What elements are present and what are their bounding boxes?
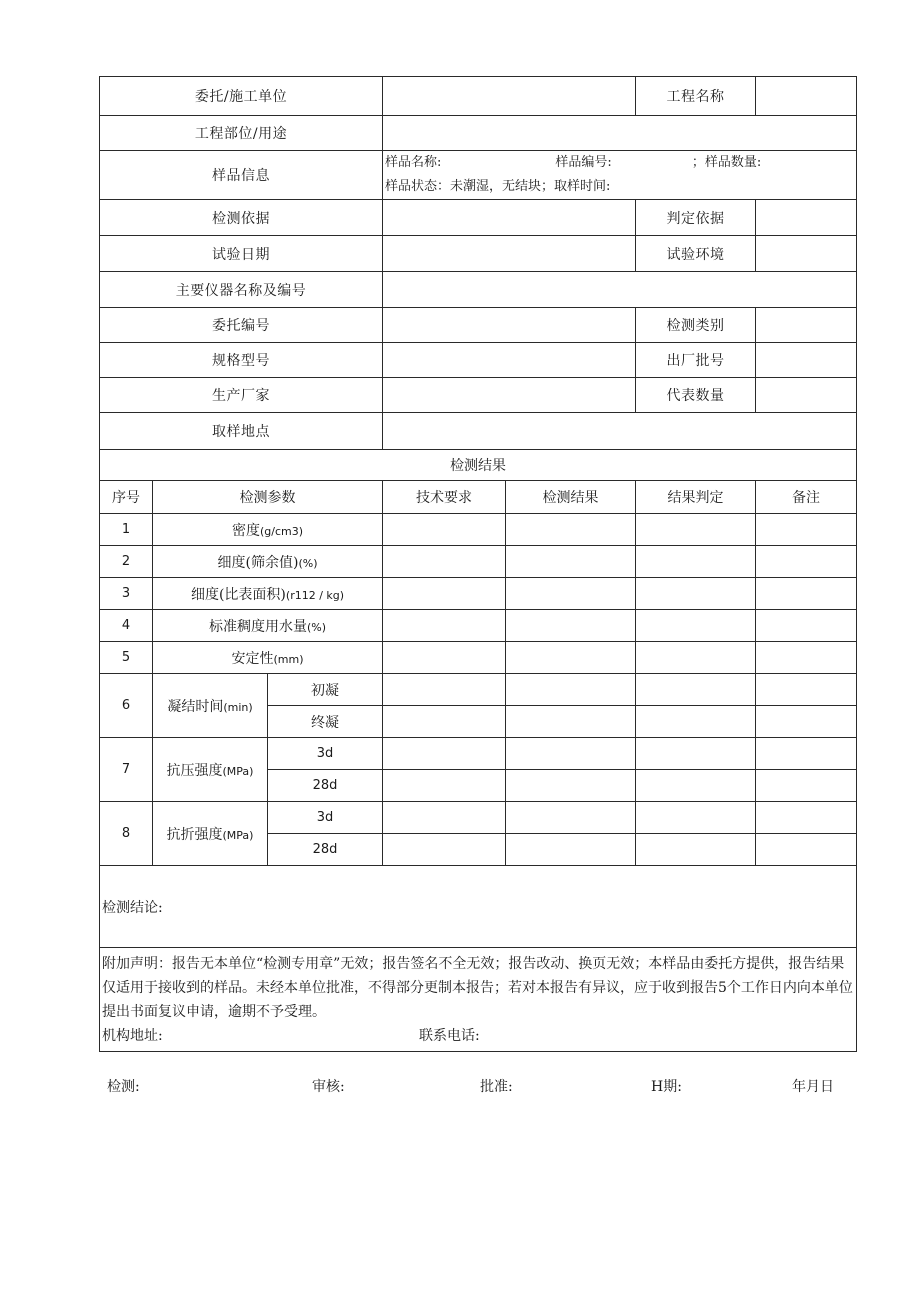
sample-no-label: 样品编号:: [555, 155, 612, 170]
test-category-label: 检测类别: [636, 308, 756, 343]
param-name: 标准稠度用水量: [208, 618, 307, 635]
sampling-site-label: 取样地点: [100, 413, 383, 450]
row-no: 2: [100, 546, 153, 578]
col-header-remark: 备注: [756, 481, 857, 514]
result-cell[interactable]: [506, 802, 636, 834]
row-project-part: [100, 116, 857, 151]
param-cell: [153, 578, 383, 610]
row-no: 3: [100, 578, 153, 610]
remark-cell[interactable]: [756, 546, 857, 578]
project-part-value[interactable]: [383, 116, 857, 151]
judgment-cell[interactable]: [636, 706, 756, 738]
test-basis-value[interactable]: [383, 200, 636, 236]
row-no: 5: [100, 642, 153, 674]
client-value[interactable]: [383, 77, 636, 116]
judgment-cell[interactable]: [636, 738, 756, 770]
sub-param-cell: 28d: [268, 834, 383, 866]
param-name: 抗折强度: [166, 826, 223, 843]
table-row: [100, 514, 857, 546]
requirement-cell[interactable]: [383, 706, 506, 738]
requirement-cell[interactable]: [383, 802, 506, 834]
batch-no-value[interactable]: [756, 343, 857, 378]
row-basis: [100, 200, 857, 236]
spec-model-value[interactable]: [383, 343, 636, 378]
batch-no-label: 出厂批号: [636, 343, 756, 378]
table-row: [100, 610, 857, 642]
sample-info-line-2: 样品状态：未潮湿，无结块；取样时间:: [385, 179, 611, 194]
tester-label: 检测:: [107, 1079, 140, 1095]
row-no: 7: [100, 738, 153, 802]
sampling-site-value[interactable]: [383, 413, 857, 450]
results-title: 检测结果: [100, 450, 857, 481]
judgment-cell[interactable]: [636, 578, 756, 610]
row-sample-info: [100, 151, 857, 200]
test-category-value[interactable]: [756, 308, 857, 343]
date-label: H期:: [651, 1079, 682, 1095]
param-name: 安定性: [231, 650, 274, 667]
param-cell: [153, 642, 383, 674]
param-unit: (MPa): [222, 764, 254, 778]
param-cell: [153, 738, 268, 802]
requirement-cell[interactable]: [383, 514, 506, 546]
requirement-cell[interactable]: [383, 546, 506, 578]
remark-cell[interactable]: [756, 578, 857, 610]
additional-statement: 附加声明：报告无本单位“检测专用章”无效；报告签名不全无效；报告改动、换页无效；本样品由委托方提供，报告结果仅适用于接收到的样品。未经本单位批准，不得部分更制本报告；若对本报告有异议，应于收到报告5个工作日内向本单位提出书面复议申请，逾期不予受理。: [102, 956, 853, 1020]
param-unit: (min): [223, 700, 253, 714]
param-cell: [153, 802, 268, 866]
judgment-cell[interactable]: [636, 770, 756, 802]
rep-qty-value[interactable]: [756, 378, 857, 413]
statement-cell: [100, 948, 857, 1052]
param-unit: (r112 / kg): [285, 588, 345, 602]
row-no: 4: [100, 610, 153, 642]
contact-row: [102, 1024, 854, 1048]
signature-footer: [0, 1076, 920, 1100]
remark-cell[interactable]: [756, 514, 857, 546]
table-row: [100, 802, 857, 834]
param-name: 细度(筛余值): [217, 554, 299, 571]
judgment-basis-label: 判定依据: [636, 200, 756, 236]
remark-cell[interactable]: [756, 802, 857, 834]
manufacturer-label: 生产厂家: [100, 378, 383, 413]
table-row: [100, 674, 857, 706]
sub-param-cell: 3d: [268, 738, 383, 770]
table-row: [100, 546, 857, 578]
requirement-cell[interactable]: [383, 770, 506, 802]
remark-cell[interactable]: [756, 770, 857, 802]
row-sampling-site: [100, 413, 857, 450]
row-no: 8: [100, 802, 153, 866]
remark-cell[interactable]: [756, 642, 857, 674]
result-cell[interactable]: [506, 706, 636, 738]
sub-param-cell: 终凝: [268, 706, 383, 738]
result-cell[interactable]: [506, 674, 636, 706]
test-date-value[interactable]: [383, 236, 636, 272]
result-cell[interactable]: [506, 514, 636, 546]
param-unit: (%): [298, 556, 318, 570]
report-sheet: [99, 76, 856, 1052]
requirement-cell[interactable]: [383, 674, 506, 706]
result-cell[interactable]: [506, 546, 636, 578]
judgment-cell[interactable]: [636, 834, 756, 866]
row-commission: [100, 308, 857, 343]
commission-no-value[interactable]: [383, 308, 636, 343]
param-cell: [153, 514, 383, 546]
judgment-cell[interactable]: [636, 514, 756, 546]
judgment-basis-value[interactable]: [756, 200, 857, 236]
param-unit: (mm): [273, 652, 304, 666]
test-date-label: 试验日期: [100, 236, 383, 272]
sample-info-line-1: [385, 151, 856, 175]
judgment-cell[interactable]: [636, 610, 756, 642]
table-row: [100, 578, 857, 610]
sample-info-value: [383, 151, 857, 200]
sub-param-cell: 28d: [268, 770, 383, 802]
judgment-cell[interactable]: [636, 642, 756, 674]
param-cell: [153, 610, 383, 642]
param-cell: [153, 546, 383, 578]
address-label: 机构地址:: [102, 1028, 163, 1044]
param-name: 凝结时间: [167, 698, 224, 715]
param-unit: (%): [306, 620, 327, 634]
commission-no-label: 委托编号: [100, 308, 383, 343]
project-part-label: 工程部位/用途: [100, 116, 383, 151]
phone-label: 联系电话:: [419, 1028, 480, 1044]
row-spec: [100, 343, 857, 378]
row-results-title: [100, 450, 857, 481]
row-no: 6: [100, 674, 153, 738]
row-statement: [100, 948, 857, 1052]
requirement-cell[interactable]: [383, 834, 506, 866]
judgment-cell[interactable]: [636, 674, 756, 706]
rep-qty-label: 代表数量: [636, 378, 756, 413]
param-name: 抗压强度: [166, 762, 223, 779]
param-unit: (MPa): [222, 828, 254, 842]
requirement-cell[interactable]: [383, 610, 506, 642]
test-basis-label: 检测依据: [100, 200, 383, 236]
param-cell: [153, 674, 268, 738]
result-cell[interactable]: [506, 578, 636, 610]
spec-model-label: 规格型号: [100, 343, 383, 378]
instruments-value[interactable]: [383, 272, 857, 308]
row-no: 1: [100, 514, 153, 546]
conclusion-cell[interactable]: [100, 866, 857, 948]
col-header-requirement: 技术要求: [383, 481, 506, 514]
remark-cell[interactable]: [756, 738, 857, 770]
remark-cell[interactable]: [756, 706, 857, 738]
report-table: [99, 76, 857, 1052]
table-row: [100, 642, 857, 674]
instruments-label: 主要仪器名称及编号: [100, 272, 383, 308]
col-header-no: 序号: [100, 481, 153, 514]
approver-label: 批准:: [480, 1079, 513, 1095]
result-cell[interactable]: [506, 642, 636, 674]
sample-name-label: 样品名称:: [385, 155, 442, 170]
requirement-cell[interactable]: [383, 738, 506, 770]
param-name: 密度: [231, 522, 260, 539]
remark-cell[interactable]: [756, 610, 857, 642]
judgment-cell[interactable]: [636, 546, 756, 578]
results-header-row: [100, 481, 857, 514]
col-header-result: 检测结果: [506, 481, 636, 514]
project-name-value[interactable]: [756, 77, 857, 116]
result-cell[interactable]: [506, 834, 636, 866]
sub-param-cell: 初凝: [268, 674, 383, 706]
result-cell[interactable]: [506, 738, 636, 770]
row-instruments: [100, 272, 857, 308]
client-label: 委托/施工单位: [100, 77, 383, 116]
requirement-cell[interactable]: [383, 642, 506, 674]
row-manufacturer: [100, 378, 857, 413]
row-date: [100, 236, 857, 272]
col-header-judgment: 结果判定: [636, 481, 756, 514]
sample-qty-label: ；样品数量:: [691, 155, 762, 170]
project-name-label: 工程名称: [636, 77, 756, 116]
test-env-value[interactable]: [756, 236, 857, 272]
col-header-param: 检测参数: [153, 481, 383, 514]
param-unit: (g/cm3): [259, 524, 304, 538]
remark-cell[interactable]: [756, 834, 857, 866]
reviewer-label: 审核:: [312, 1079, 345, 1095]
row-client: [100, 77, 857, 116]
result-cell[interactable]: [506, 610, 636, 642]
judgment-cell[interactable]: [636, 802, 756, 834]
table-row: [100, 738, 857, 770]
row-conclusion: [100, 866, 857, 948]
remark-cell[interactable]: [756, 674, 857, 706]
param-name: 细度(比表面积): [190, 586, 286, 603]
manufacturer-value[interactable]: [383, 378, 636, 413]
sample-info-label: 样品信息: [100, 151, 383, 200]
requirement-cell[interactable]: [383, 578, 506, 610]
sub-param-cell: 3d: [268, 802, 383, 834]
test-env-label: 试验环境: [636, 236, 756, 272]
conclusion-label: 检测结论:: [102, 899, 163, 916]
date-format: 年月日: [792, 1079, 834, 1095]
result-cell[interactable]: [506, 770, 636, 802]
